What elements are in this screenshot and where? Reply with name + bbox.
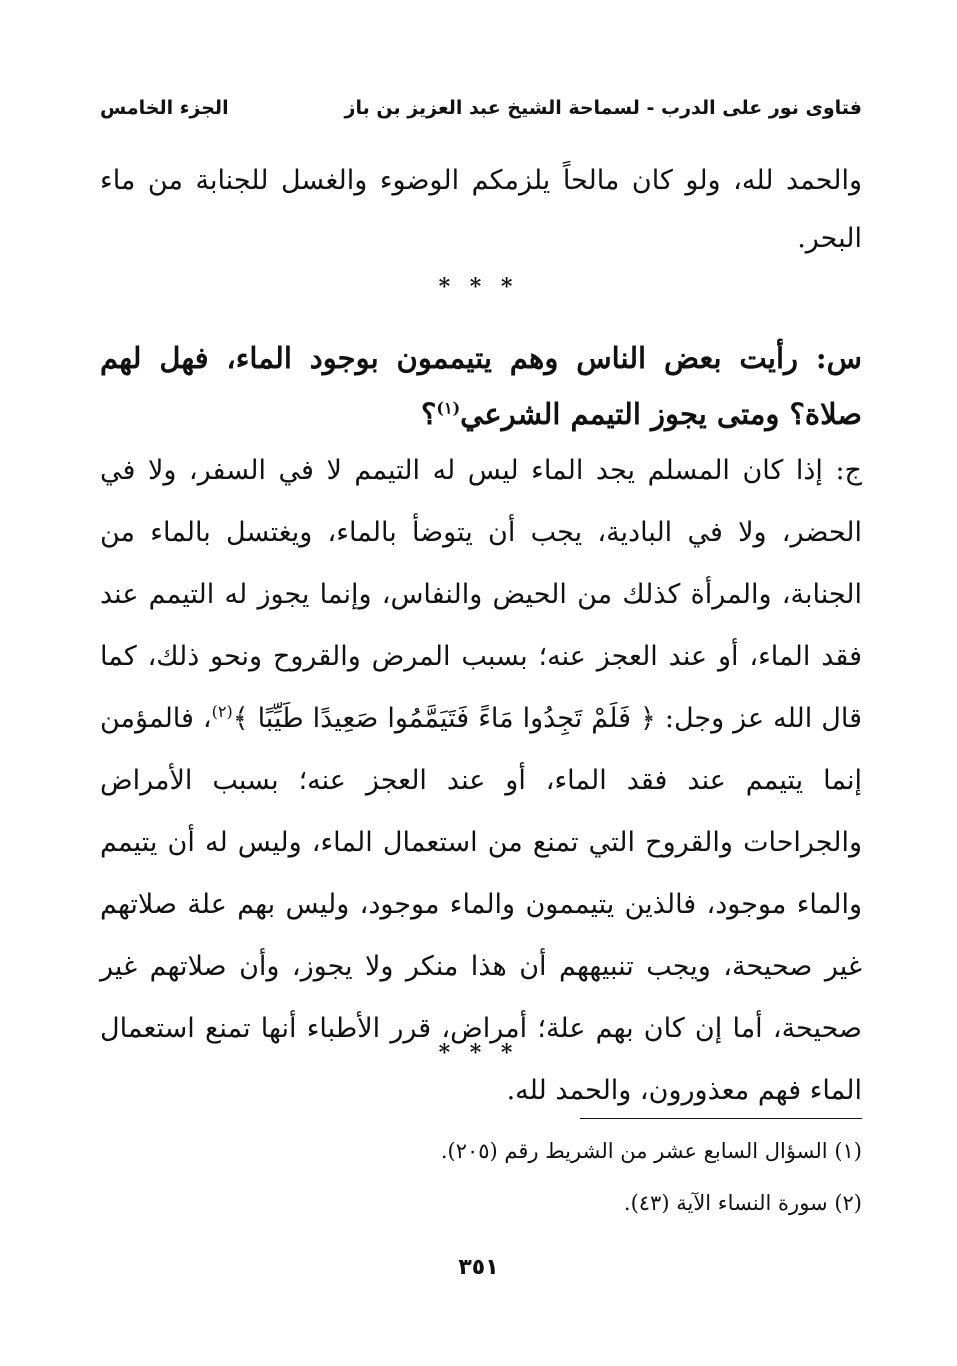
footnote-ref-2: (٢) [211,702,233,721]
answer-text-part2: ، فالمؤمن إنما يتيمم عند فقد الماء، أو عند العجز عنه؛ بسبب الأمراض والجراحات والقروح التي تمنع من استعمال الماء، وليس له أن يتيمم والماء موجود، فالذين يتيممون والماء موجود، وليس بهم علة صلاتهم غير صحيحة، ويجب تنبيههم أن هذا منكر ولا يجوز، وأن صلاتهم غير صحيحة، أما إن كان بهم علة؛ أمراض، قرر الأطباء أنها تمنع استعمال الماء فهم معذورون، والحمد لله. [100,703,862,1106]
book-title: فتاوى نور على الدرب - لسماحة الشيخ عبد العزيز بن باز [344,97,862,119]
footnote-divider [580,1118,862,1119]
running-header [100,92,862,124]
question-mark: ؟ [421,397,437,431]
answer-paragraph [100,440,862,1122]
section-separator: * * * [438,1040,519,1066]
intro-paragraph: والحمد لله، ولو كان مالحاً يلزمكم الوضوء والغسل للجنابة من ماء البحر. [100,165,862,254]
page-number: ٣٥١ [458,1255,499,1280]
footnote-1: (١) السؤال السابع عشر من الشريط رقم (٢٠٥). [440,1139,862,1163]
footnote-ref-1: (١) [436,398,461,418]
volume-label: الجزء الخامس [100,97,229,119]
answer-text-part1: ج: إذا كان المسلم يجد الماء ليس له التيمم لا في السفر، ولا في الحضر، ولا في البادية، يجب أن يتوضأ بالماء، ويغتسل بالماء من الجنابة، والمرأة كذلك من الحيض والنفاس، وإنما يجوز له التيمم عند فقد الماء، أو عند العجز عنه؛ بسبب المرض والقروح ونحو ذلك، كما قال الله عز وجل: ﴿ فَلَمْ تَجِدُوا مَاءً فَتَيَمَّمُوا صَعِيدًا طَيِّبًا ﴾ [100,455,863,734]
question-text: س: رأيت بعض الناس وهم يتيممون بوجود الماء، فهل لهم صلاة؟ ومتى يجوز التيمم الشرعي [100,341,862,431]
section-separator: * * * [438,274,519,300]
question-paragraph [100,330,862,442]
footnote-2: (٢) سورة النساء الآية (٤٣). [623,1191,862,1215]
footnotes [100,1125,862,1229]
